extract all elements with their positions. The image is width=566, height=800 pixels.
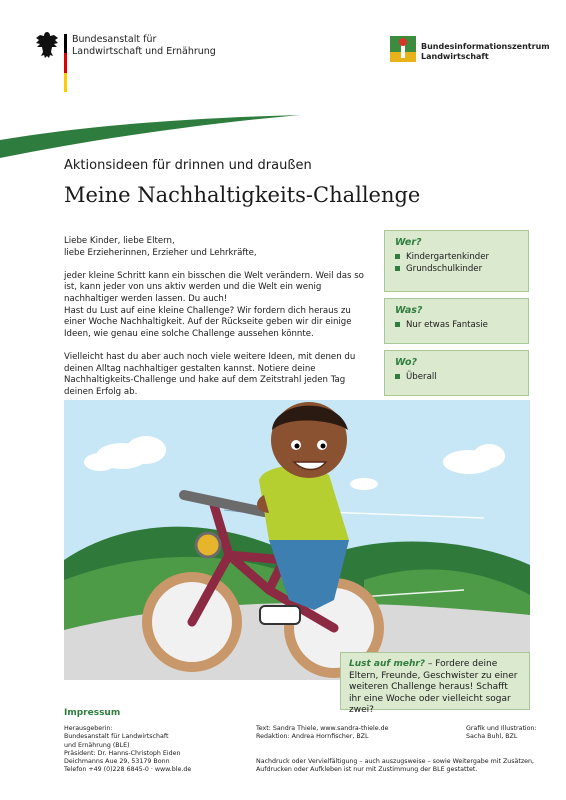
child-on-bike-illustration xyxy=(64,400,530,680)
ministry-name: Bundesanstalt für Landwirtschaft und Ernährung xyxy=(72,34,216,57)
list-item: Nur etwas Fantasie xyxy=(395,319,528,331)
info-box-label: Wer? xyxy=(395,237,422,248)
page-title: Meine Nachhaltigkeits-Challenge xyxy=(64,183,421,207)
reprint-note: Nachdruck oder Vervielfältigung – auch auszugsweise – sowie Weitergabe mit Zusätzen, Aufdrucken oder Aufkleben ist nur mit Zustimmung der BLE gestattet. xyxy=(256,758,535,774)
cta-lead: Lust auf mehr? xyxy=(349,659,426,669)
list-item: Kindergartenkinder xyxy=(395,251,528,263)
bullet-icon xyxy=(395,266,400,271)
greeting-line: Liebe Kinder, liebe Eltern, xyxy=(64,236,175,246)
biz-logo-icon xyxy=(390,36,416,62)
text-credit: Text: Sandra Thiele, www.sandra-thiele.de Redaktion: Andrea Hornfischer, BZL xyxy=(256,725,389,741)
info-box-label: Wo? xyxy=(395,357,417,368)
bullet-icon xyxy=(395,254,400,259)
impressum-title: Impressum xyxy=(64,708,121,718)
info-box-what xyxy=(384,298,529,344)
bullet-icon xyxy=(395,374,400,379)
biz-name: Bundesinformationszentrum Landwirtschaft xyxy=(421,42,550,61)
list-item: Überall xyxy=(395,371,528,383)
paragraph: Vielleicht hast du aber auch noch viele weitere Ideen, mit denen du deinen Alltag nachhaltiger gestalten kannst. Notiere deine Nachhaltigkeits-Challenge und hake auf dem Zeitstrahl jeden Tag deinen Erfolg ab. xyxy=(64,351,356,397)
paragraph: jeder kleine Schritt kann ein bisschen die Welt verändern. Weil das so ist, kann jeder von uns aktiv werden und die Welt ein wenig nachhaltiger werden lassen. Du auch! Hast du Lust auf eine kleine Challenge? Wir fordern dich heraus zu einer Woche Nachhaltigkeit. Auf der Rückseite geben wir dir einige Ideen, wie genau eine solche Challenge aussehen könnte. xyxy=(64,270,364,339)
list-item: Grundschulkinder xyxy=(395,263,528,275)
federal-eagle-icon xyxy=(34,30,60,60)
header xyxy=(0,0,566,100)
greeting-line: liebe Erzieherinnen, Erzieher und Lehrkräfte, xyxy=(64,247,257,258)
info-box-who xyxy=(384,230,529,292)
bullet-icon xyxy=(395,322,400,327)
cta-text: – Fordere deine Eltern, Freunde, Geschwister zu einer weiteren Challenge heraus! Schafft ihr eine Woche oder vielleicht sogar zwei? xyxy=(349,659,518,715)
flag-bar xyxy=(64,34,67,92)
intro-text xyxy=(64,236,364,410)
publisher-info: Herausgeberin: Bundesanstalt für Landwirtschaft und Ernährung (BLE) Präsident: Dr. Hanns-Christoph Eiden Deichmanns Aue 29, 53179 Bonn Telefon +49 (0)228 6845-0 · www.ble.de xyxy=(64,725,192,774)
info-box-where xyxy=(384,350,529,396)
kicker: Aktionsideen für drinnen und draußen xyxy=(64,158,312,173)
info-box-label: Was? xyxy=(395,305,423,316)
graphics-credit: Grafik und Illustration: Sacha Buhl, BZL xyxy=(466,725,537,741)
cloud-icon xyxy=(350,478,378,490)
cta-box xyxy=(340,652,530,715)
